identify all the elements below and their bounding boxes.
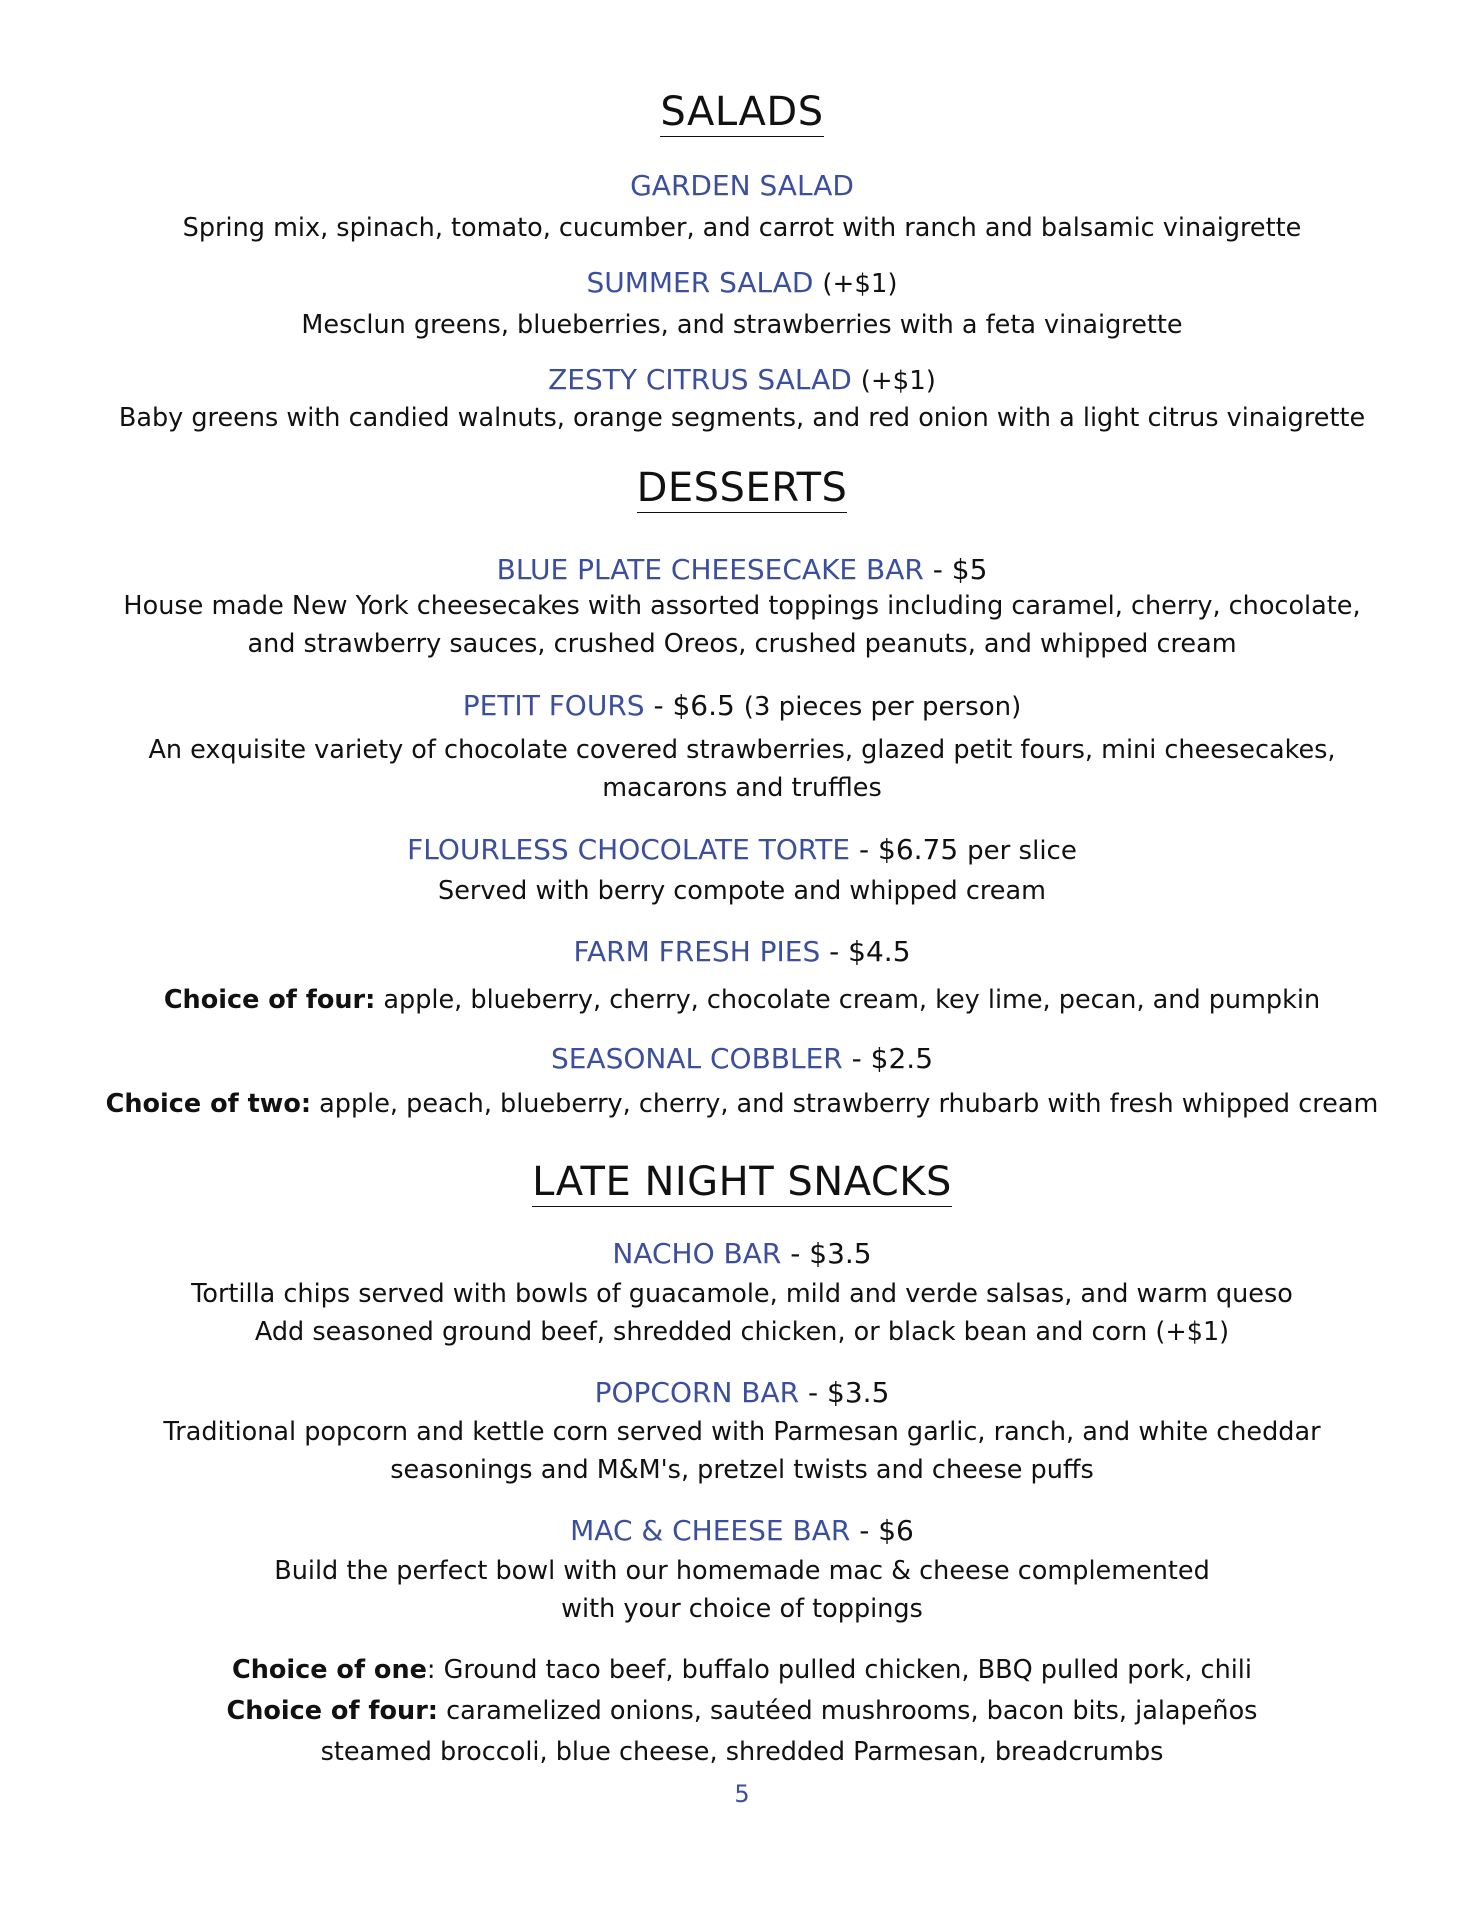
item-description: Served with berry compote and whipped cream: [438, 876, 1046, 906]
section-title: LATE NIGHT SNACKS: [532, 1159, 952, 1205]
item-options: Choice of one: Ground taco beef, buffalo pulled chicken, BBQ pulled pork, chili Choice of four: caramelized onions, sautéed mushrooms, bacon bits, jalapeños steamed broccoli, blue cheese, shredded Parmesan, breadcrumbs: [226, 1655, 1258, 1767]
page-number: 5: [734, 1780, 750, 1808]
menu-item: [0, 1376, 1484, 1409]
section-title: DESSERTS: [636, 465, 848, 511]
item-description: Tortilla chips served with bowls of guacamole, mild and verde salsas, and warm queso Add seasoned ground beef, shredded chicken, or black bean and corn (+$1): [191, 1279, 1293, 1347]
item-name: MAC & CHEESE BAR: [570, 1514, 851, 1547]
item-price: - $3.5: [790, 1237, 872, 1270]
item-price: - $6.75: [859, 833, 959, 866]
item-note: (3 pieces per person): [743, 692, 1022, 722]
item-description: Baby greens with candied walnuts, orange segments, and red onion with a light citrus vinaigrette: [118, 403, 1366, 433]
menu-item: [0, 689, 1484, 722]
item-description: Spring mix, spinach, tomato, cucumber, and carrot with ranch and balsamic vinaigrette: [182, 213, 1302, 243]
menu-item: [0, 363, 1484, 396]
item-price: - $6: [859, 1514, 914, 1547]
item-price: - $6.5: [653, 689, 735, 722]
item-name: FARM FRESH PIES: [573, 935, 821, 968]
menu-item: [0, 833, 1484, 866]
item-name: PETIT FOURS: [462, 689, 645, 722]
menu-item: [0, 1237, 1484, 1270]
menu-item: [0, 1042, 1484, 1075]
late-night-heading: [0, 1159, 1484, 1207]
desserts-heading: [0, 465, 1484, 513]
menu-item: [0, 553, 1484, 586]
item-note: per slice: [967, 836, 1077, 866]
item-name: NACHO BAR: [612, 1237, 782, 1270]
item-name: ZESTY CITRUS SALAD: [548, 363, 852, 396]
item-description: Build the perfect bowl with our homemade mac & cheese complemented with your choice of toppings: [274, 1556, 1210, 1624]
item-price: - $5: [932, 553, 988, 586]
item-description: Choice of four: apple, blueberry, cherry, chocolate cream, key lime, pecan, and pumpkin: [163, 985, 1321, 1015]
item-price: - $2.5: [851, 1042, 934, 1075]
item-note: (+$1): [822, 269, 898, 299]
item-note: (+$1): [860, 366, 936, 396]
salads-heading: [0, 89, 1484, 137]
menu-item: [0, 169, 1484, 202]
item-name: SUMMER SALAD: [586, 266, 814, 299]
item-price: - $3.5: [808, 1376, 890, 1409]
menu-item: [0, 935, 1484, 968]
item-description: An exquisite variety of chocolate covered strawberries, glazed petit fours, mini cheesecakes, macarons and truffles: [148, 735, 1336, 803]
item-name: BLUE PLATE CHEESECAKE BAR: [496, 553, 924, 586]
item-price: - $4.5: [829, 935, 911, 968]
item-name: GARDEN SALAD: [630, 169, 854, 202]
item-description: Mesclun greens, blueberries, and strawberries with a feta vinaigrette: [301, 310, 1183, 340]
menu-item: [0, 1514, 1484, 1547]
item-description: Traditional popcorn and kettle corn served with Parmesan garlic, ranch, and white cheddar seasonings and M&M's, pretzel twists and cheese puffs: [163, 1417, 1321, 1485]
item-description: Choice of two: apple, peach, blueberry, cherry, and strawberry rhubarb with fresh whipped cream: [105, 1089, 1379, 1119]
item-name: SEASONAL COBBLER: [550, 1042, 843, 1075]
item-name: POPCORN BAR: [594, 1376, 800, 1409]
menu-item: [0, 266, 1484, 299]
item-name: FLOURLESS CHOCOLATE TORTE: [407, 833, 851, 866]
item-description: House made New York cheesecakes with assorted toppings including caramel, cherry, chocolate, and strawberry sauces, crushed Oreos, crushed peanuts, and whipped cream: [123, 591, 1361, 659]
section-title: SALADS: [660, 89, 824, 135]
